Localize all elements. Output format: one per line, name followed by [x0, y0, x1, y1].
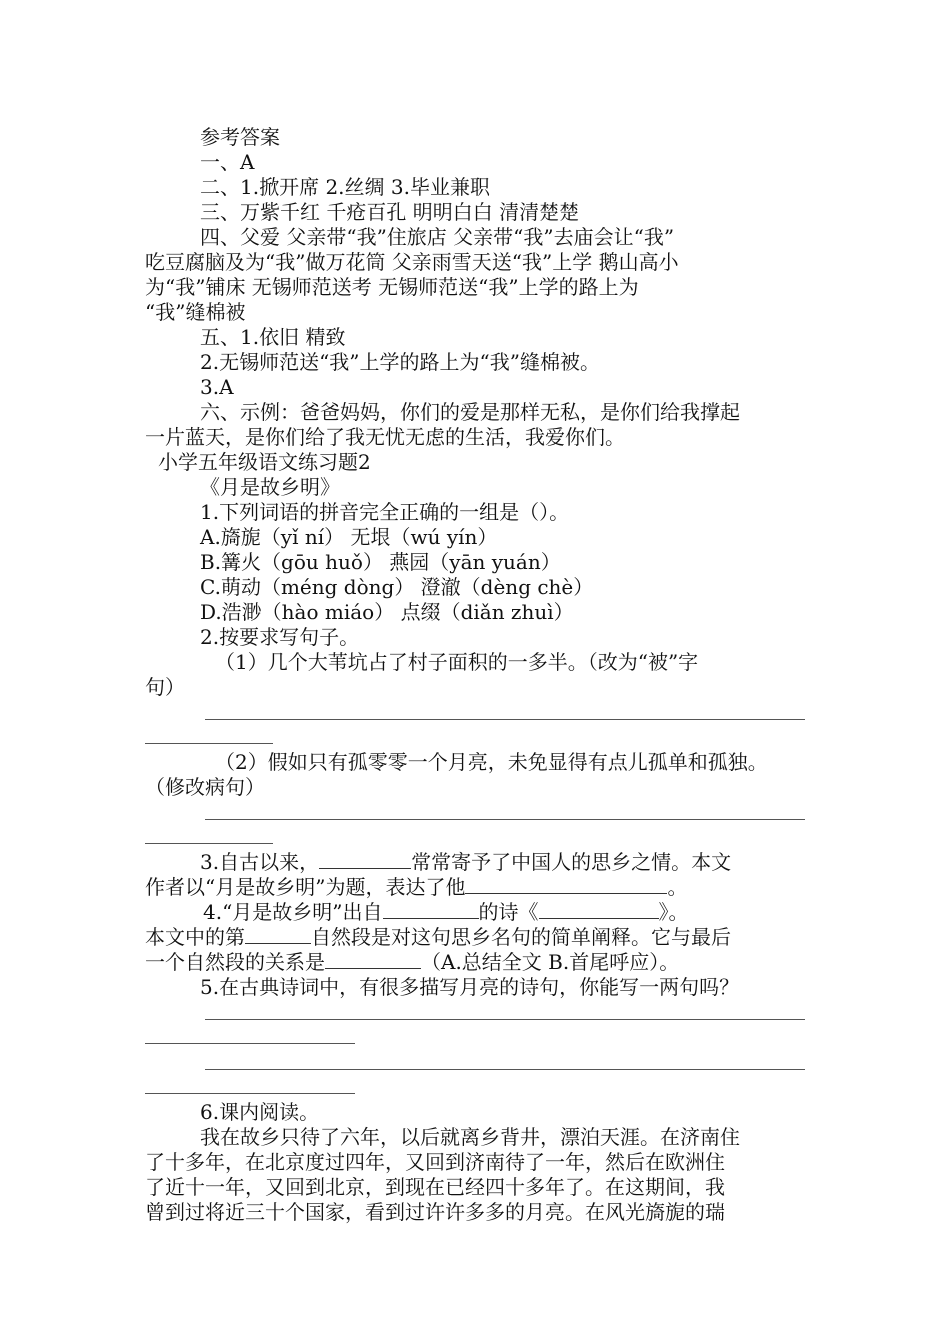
- answer-line[interactable]: [205, 819, 805, 820]
- question-2-1-line-2: 句）: [145, 675, 185, 699]
- question-6: 6.课内阅读。: [200, 1100, 320, 1124]
- question-4-text-e: 自然段是对这句思乡名句的简单阐释。它与最后: [311, 925, 731, 949]
- fill-blank[interactable]: [539, 900, 659, 919]
- answer-line[interactable]: [205, 1019, 805, 1020]
- passage-line-2: 了十多年，在北京度过四年，又回到济南待了一年，然后在欧洲住: [145, 1150, 725, 1174]
- question-3-text-b: 常常寄予了中国人的思乡之情。本文: [411, 850, 732, 874]
- answer-6-line-1: 六、示例：爸爸妈妈，你们的爱是那样无私，是你们给我撑起: [200, 400, 740, 424]
- answer-4-line-4: “我”缝棉被: [145, 300, 246, 324]
- question-2-2-line-2: （修改病句）: [145, 775, 265, 799]
- answer-6-line-2: 一片蓝天，是你们给了我无忧无虑的生活，我爱你们。: [145, 425, 625, 449]
- question-2-2-line-1: （2）假如只有孤零零一个月亮，未免显得有点儿孤单和孤独。: [215, 750, 768, 774]
- question-4-text-f: 一个自然段的关系是: [145, 950, 325, 974]
- answer-5-2: 2.无锡师范送“我”上学的路上为“我”缝棉被。: [200, 350, 600, 374]
- answer-3: 三、万紫千红 千疮百孔 明明白白 清清楚楚: [200, 200, 580, 224]
- answer-2: 二、1.掀开席 2.丝绸 3.毕业兼职: [200, 175, 490, 199]
- question-4-text-g: （A.总结全文 B.首尾呼应）。: [421, 950, 680, 974]
- question-4-text-a: 4.“月是故乡明”出自: [203, 900, 383, 924]
- exercise-heading: 小学五年级语文练习题2: [158, 450, 371, 474]
- answer-4-line-1: 四、父爱 父亲带“我”住旅店 父亲带“我”去庙会让“我”: [200, 225, 675, 249]
- question-3-text-d: 。: [667, 875, 688, 899]
- question-3-text-c: 作者以“月是故乡明”为题，表达了他: [145, 875, 466, 899]
- question-5: 5.在古典诗词中，有很多描写月亮的诗句，你能写一两句吗？: [200, 975, 740, 999]
- option-b: B.篝火（gōu huǒ） 燕园（yān yuán）: [200, 550, 561, 574]
- answer-5-1: 五、1.依旧 精致: [200, 325, 346, 349]
- question-4-line-3: [145, 950, 679, 975]
- answers-title: 参考答案: [200, 125, 280, 149]
- option-c: C.萌动（méng dòng） 澄澈（dèng chè）: [200, 575, 594, 599]
- question-1: 1.下列词语的拼音完全正确的一组是（）。: [200, 500, 570, 524]
- answer-line[interactable]: [145, 843, 273, 844]
- question-4-line-1: [203, 900, 689, 925]
- question-4-text-c: 》。: [658, 900, 689, 924]
- fill-blank[interactable]: [325, 950, 421, 969]
- answer-line[interactable]: [205, 719, 805, 720]
- question-4-line-2: [145, 925, 731, 950]
- fill-blank[interactable]: [245, 925, 311, 944]
- passage-line-1: 我在故乡只待了六年，以后就离乡背井，漂泊天涯。在济南住: [200, 1125, 740, 1149]
- question-3-line-1: [200, 850, 731, 875]
- answer-5-3: 3.A: [200, 375, 234, 399]
- question-2: 2.按要求写句子。: [200, 625, 360, 649]
- option-d: D.浩渺（hào miáo） 点缀（diǎn zhuì）: [200, 600, 574, 624]
- question-3-line-2: [145, 875, 687, 900]
- answer-4-line-2: 吃豆腐脑及为“我”做万花筒 父亲雨雪天送“我”上学 鹅山高小: [145, 250, 679, 274]
- passage-line-4: 曾到过将近三十个国家，看到过许许多多的月亮。在风光旖旎的瑞: [145, 1200, 725, 1224]
- question-3-text-a: 3.自古以来，: [200, 850, 320, 874]
- passage-line-3: 了近十一年，又回到北京，到现在已经四十多年了。在这期间，我: [145, 1175, 725, 1199]
- fill-blank[interactable]: [383, 900, 479, 919]
- lesson-title: 《月是故乡明》: [200, 475, 340, 499]
- question-2-1-line-1: （1）几个大苇坑占了村子面积的一多半。（改为“被”字: [215, 650, 699, 674]
- question-4-text-b: 的诗《: [478, 900, 539, 924]
- answer-line[interactable]: [145, 743, 273, 744]
- answer-4-line-3: 为“我”铺床 无锡师范送考 无锡师范送“我”上学的路上为: [145, 275, 639, 299]
- fill-blank[interactable]: [465, 875, 667, 894]
- question-4-text-d: 本文中的第: [145, 925, 245, 949]
- answer-1: 一、A: [200, 150, 255, 174]
- answer-line[interactable]: [145, 1043, 355, 1044]
- fill-blank[interactable]: [319, 850, 411, 869]
- option-a: A.旖旎（yǐ ní） 无垠（wú yín）: [200, 525, 498, 549]
- answer-line[interactable]: [145, 1093, 355, 1094]
- answer-line[interactable]: [205, 1069, 805, 1070]
